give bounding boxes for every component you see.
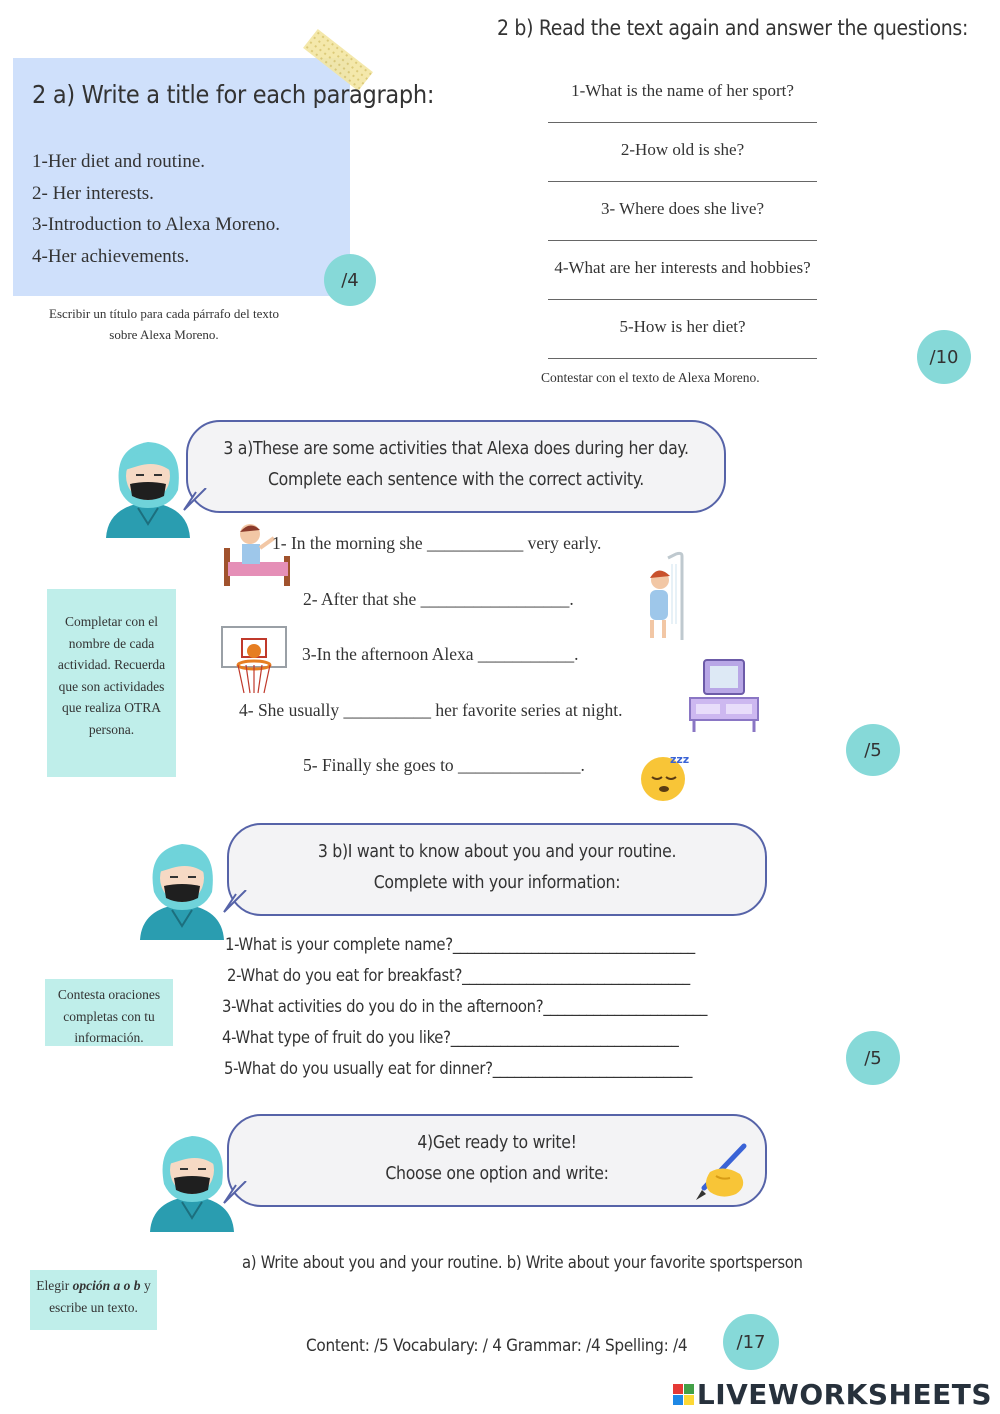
score-badge-4: /17 <box>723 1314 779 1370</box>
activity-sentence[interactable]: 5- Finally she goes to ______________. <box>303 755 585 775</box>
personal-question[interactable]: 2-What do you eat for breakfast?________________________________ <box>227 966 690 985</box>
sleeping-face-icon <box>638 751 694 803</box>
speech-bubble-4: 4)Get ready to write! Choose one option and write: <box>227 1114 767 1207</box>
brand-logo-icon <box>673 1384 695 1406</box>
question-text: 1-What is the name of her sport? <box>571 81 794 100</box>
score-badge-3a: /5 <box>846 724 900 776</box>
rubric-scores: Content: /5 Vocabulary: / 4 Grammar: /4 Spelling: /4 <box>306 1336 688 1356</box>
bubble-tail-3a <box>182 488 210 512</box>
question-text: 2-How old is she? <box>620 140 745 159</box>
svg-text:zzz: zzz <box>670 753 690 766</box>
activity-sentence[interactable]: 3-In the afternoon Alexa ___________. <box>302 644 579 664</box>
answer-field[interactable] <box>510 104 855 137</box>
instruction-note-2a: Escribir un título para cada párrafo del texto sobre Alexa Moreno. <box>49 306 279 342</box>
bubble-tail-3b <box>222 890 250 914</box>
question-list-2b <box>510 78 855 373</box>
speech-bubble-3a: 3 a)These are some activities that Alexa does during her day. Complete each sentence with the correct activity. <box>186 420 726 513</box>
shower-icon <box>638 550 693 642</box>
activity-sentence[interactable]: 2- After that she _________________. <box>303 589 574 609</box>
instruction-note-4: Elegir opción a o b y escribe un texto. <box>30 1270 157 1330</box>
score-badge-2b: /10 <box>917 330 971 384</box>
activity-sentence[interactable]: 4- She usually __________ her favorite series at night. <box>239 700 623 720</box>
answer-field[interactable] <box>510 340 855 373</box>
question-text: 4-What are her interests and hobbies? <box>554 258 811 277</box>
liveworksheets-logo: LIVEWORKSHEETS <box>673 1378 992 1411</box>
personal-question[interactable]: 4-What type of fruit do you like?________________________________ <box>222 1028 679 1047</box>
paragraph-title-list <box>32 146 280 272</box>
question-text: 5-How is her diet? <box>619 317 746 336</box>
list-item[interactable]: 3-Introduction to Alexa Moreno. <box>32 214 281 235</box>
speech-bubble-3b: 3 b)I want to know about you and your routine. Complete with your information: <box>227 823 767 916</box>
personal-question[interactable]: 1-What is your complete name?__________________________________ <box>225 935 695 954</box>
activity-sentence[interactable]: 1- In the morning she ___________ very early. <box>272 533 602 553</box>
personal-question[interactable]: 5-What do you usually eat for dinner?____________________________ <box>224 1059 693 1078</box>
writing-options: a) Write about you and your routine. b) Write about your favorite sportsperson <box>242 1253 803 1272</box>
instruction-note-3b: Contesta oraciones completas con tu información. <box>45 979 173 1046</box>
personal-question[interactable]: 3-What activities do you do in the afternoon?_______________________ <box>222 997 708 1016</box>
list-item[interactable]: 1-Her diet and routine. <box>32 151 206 172</box>
answer-field[interactable] <box>510 163 855 196</box>
list-item[interactable]: 4-Her achievements. <box>32 245 190 267</box>
instruction-note-2b: Contestar con el texto de Alexa Moreno. <box>541 370 760 385</box>
score-badge-3b: /5 <box>846 1031 900 1085</box>
basketball-hoop-icon <box>220 625 288 697</box>
answer-field[interactable] <box>510 222 855 255</box>
score-badge-2a: /4 <box>324 254 376 306</box>
list-item[interactable]: 2- Her interests. <box>32 182 154 204</box>
tv-icon <box>686 656 761 736</box>
instruction-note-3a: Completar con el nombre de cada actividad. Recuerda que son actividades que realiza OTRA persona. <box>47 589 176 777</box>
section-2a-title: 2 a) Write a title for each paragraph: <box>32 80 435 109</box>
bubble-tail-4 <box>222 1181 250 1205</box>
writing-hand-icon <box>688 1142 750 1204</box>
teacher-avatar-icon <box>98 428 198 543</box>
question-text: 3- Where does she live? <box>600 199 764 218</box>
teacher-avatar-icon <box>132 830 232 945</box>
section-2b-title: 2 b) Read the text again and answer the questions: <box>497 16 969 40</box>
answer-field[interactable] <box>510 281 855 314</box>
